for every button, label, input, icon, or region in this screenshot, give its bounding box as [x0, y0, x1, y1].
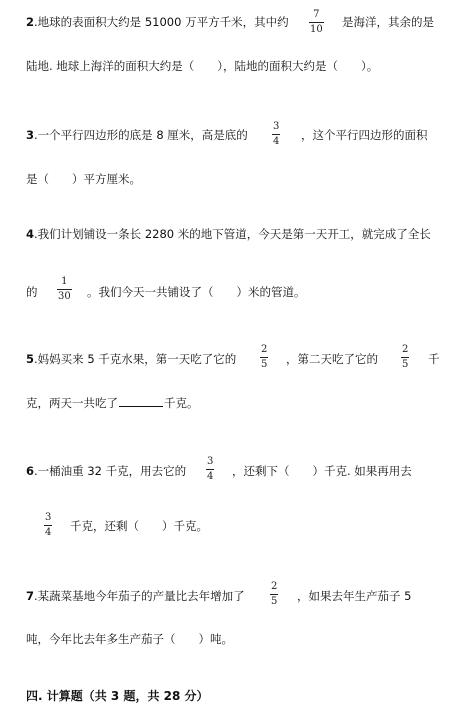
q2-fraction	[309, 9, 324, 36]
q5-fraction-2-denominator: 5	[402, 359, 409, 370]
q3-number: 3	[26, 128, 35, 142]
q3-fraction-denominator: 4	[273, 136, 280, 147]
q4-fraction-numerator: 1	[61, 276, 68, 287]
q5-number: 5	[26, 352, 35, 366]
q5-fraction-1-denominator: 5	[261, 359, 268, 370]
q5-text-a: .妈妈买来 5 千克水果，第一天吃了它的	[34, 352, 237, 366]
q3-text-b: ，这个平行四边形的面积	[301, 128, 428, 142]
q3-line1	[26, 127, 248, 143]
q2-fraction-numerator: 7	[313, 9, 320, 20]
q2-line1	[26, 14, 289, 30]
q6-fraction-1-denominator: 4	[207, 471, 214, 482]
q4-line1	[26, 226, 431, 242]
q4-text-b: 的	[26, 285, 38, 299]
q3-line2: 是（ ）平方厘米。	[26, 172, 141, 186]
q7-text-a: .某蔬菜基地今年茄子的产量比去年增加了	[34, 589, 245, 603]
q2-fraction-denominator: 10	[310, 24, 323, 35]
q2-text-a: .地球的表面积大约是 51000 万平方千米，其中约	[34, 15, 289, 29]
q5-line1	[26, 351, 236, 367]
q4-text-c: 。我们今天一共铺设了（ ）米的管道。	[87, 285, 306, 299]
q5-text-d: 克，两天一共吃了	[26, 396, 118, 410]
q6-text-b: ，还剩下（ ）千克. 如果再用去	[232, 464, 412, 478]
q4-fraction-denominator: 30	[58, 291, 71, 302]
q5-text-e: 千克。	[164, 396, 199, 410]
q4-fraction	[57, 276, 72, 303]
q4-text-a: .我们计划铺设一条长 2280 米的地下管道，今天是第一天开工，就完成了全长	[34, 227, 431, 241]
q7-fraction-numerator: 2	[271, 581, 278, 592]
q5-fraction-1-numerator: 2	[261, 344, 268, 355]
q6-text-a: .一桶油重 32 千克，用去它的	[34, 464, 187, 478]
q3-fraction-numerator: 3	[273, 121, 280, 132]
q7-number: 7	[26, 589, 35, 603]
q6-number: 6	[26, 464, 35, 478]
q7-fraction-denominator: 5	[271, 596, 278, 607]
q4-number: 4	[26, 227, 35, 241]
q6-fraction-2	[44, 512, 52, 539]
q3-text-a: .一个平行四边形的底是 8 厘米，高是底的	[34, 128, 248, 142]
q6-fraction-2-denominator: 4	[45, 527, 52, 538]
q7-line1	[26, 588, 245, 604]
q6-fraction-1-numerator: 3	[207, 456, 214, 467]
section4-heading: 四. 计算题（共 3 题，共 28 分）	[26, 689, 209, 703]
q2-text-b: 是海洋，其余的是	[342, 15, 434, 29]
q2-line2: 陆地. 地球上海洋的面积大约是（ ），陆地的面积大约是（ ）。	[26, 59, 379, 73]
q7-line2: 吨，今年比去年多生产茄子（ ）吨。	[26, 632, 233, 646]
q5-text-c: 千	[428, 352, 440, 366]
q6-fraction-1	[206, 456, 214, 483]
q5-fraction-1	[260, 344, 268, 371]
q2-number: 2	[26, 15, 35, 29]
q5-fraction-2	[401, 344, 409, 371]
q6-line1	[26, 463, 186, 479]
q5-line2	[26, 395, 199, 411]
q7-fraction	[270, 581, 278, 608]
q7-text-b: ，如果去年生产茄子 5	[297, 589, 412, 603]
q5-fraction-2-numerator: 2	[402, 344, 409, 355]
q5-text-b: ，第二天吃了它的	[286, 352, 378, 366]
q6-text-c: 千克，还剩（ ）千克。	[70, 519, 208, 533]
q6-fraction-2-numerator: 3	[45, 512, 52, 523]
q3-fraction	[272, 121, 280, 148]
q5-answer-blank[interactable]	[119, 396, 163, 407]
